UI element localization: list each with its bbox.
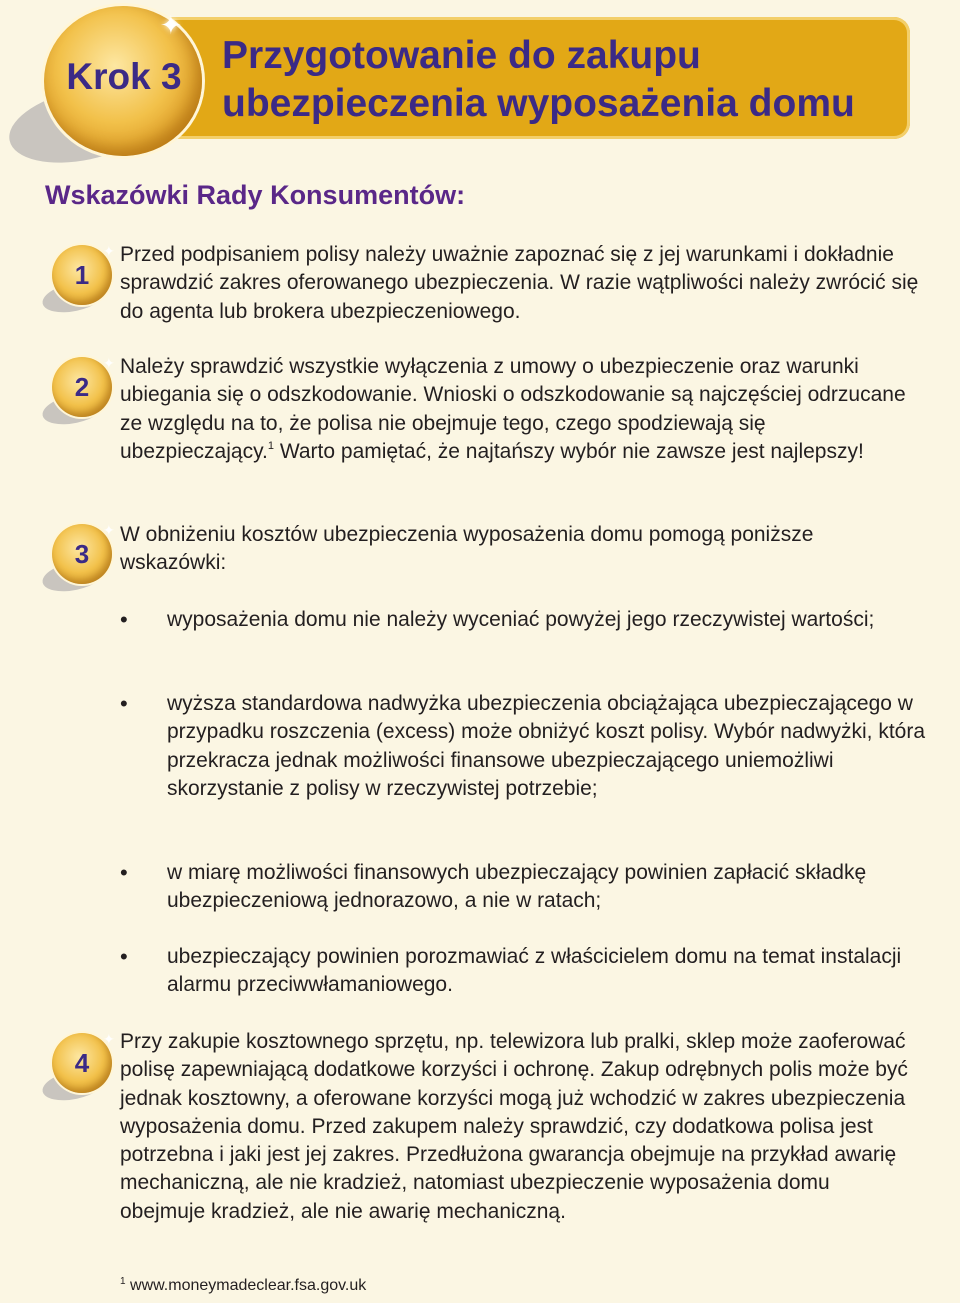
step-number-1: 1 [74,260,90,290]
step-number-2: 2 [74,372,90,402]
tip-list-item: wyposażenia domu nie należy wyceniać powyżej jego rzeczywistej wartości; [167,608,875,631]
step-1-text: Przed podpisaniem polisy należy uważnie zapoznać się z jej warunkami i dokładnie sprawdzić zakres oferowanego ubezpieczenia. W razie wątpliwości należy zwrócić się do agenta lub brokera ubezpieczeniowego. [120,243,919,323]
tip-list-item: wyższa standardowa nadwyżka ubezpieczenia obciążająca ubezpieczającego w przypadku roszczenia (excess) może obniżyć koszt polisy. Wybór nadwyżki, która przekracza jednak możliwości finansowe ubezpieczającego uniemożliwi skorzystanie z polisy w rzeczywistej potrzebie; [167,692,926,800]
page-title-line-2: ubezpieczenia wyposażenia domu [222,82,855,125]
footnote [120,1276,366,1295]
footnote-marker: 1 [120,1276,126,1287]
step-3-text: W obniżeniu kosztów ubezpieczenia wyposażenia domu pomogą poniższe wskazówki: [120,523,814,575]
bullet-icon: • [120,607,128,632]
tip-list-item: w miarę możliwości finansowych ubezpieczający powinien zapłacić składkę ubezpieczeniową jednorazowo, a nie w ratach; [167,861,867,913]
step-number-4: 4 [74,1048,90,1078]
step-2-text [120,353,920,466]
sparkle-icon: ✦ [103,355,115,371]
page-title-line-1: Przygotowanie do zakupu [222,34,701,77]
step-4-text: Przy zakupie kosztownego sprzętu, np. telewizora lub pralki, sklep może zaoferować polisę zapewniającą dodatkowe korzyści i ochronę. Zakup odrębnych polis może być jednak kosztowny, a oferowane korzyści mogą już wchodzić w zakres ubezpieczenia wyposażenia domu. Przed zakupem należy sprawdzić, czy dodatkowa polisa jest potrzebna i jaki jest jej zakres. Przedłużona gwarancja obejmuje na przykład awarię mechaniczną, ale nie kradzież, natomiast ubezpieczenie wyposażenia domu obejmuje kradzież, ale nie awarię mechaniczną. [120,1030,908,1223]
sparkle-icon: ✦ [103,243,115,259]
sparkle-icon: ✦ [103,522,115,538]
sparkle-icon: ✦ [160,10,182,40]
bullet-icon: • [120,944,128,969]
bullet-icon: • [120,691,128,716]
tip-list-item: ubezpieczający powinien porozmawiać z właścicielem domu na temat instalacji alarmu przeciwwłamaniowego. [167,945,902,997]
bullet-icon: • [120,860,128,885]
sparkle-icon: ✦ [103,1031,115,1047]
step-2-text-tail: Warto pamiętać, że najtańszy wybór nie zawsze jest najlepszy! [274,439,864,463]
page-title [222,32,912,128]
step-number-3: 3 [74,539,90,569]
footnote-reference[interactable]: 1 [267,439,274,452]
footnote-link[interactable]: www.moneymadeclear.fsa.gov.uk [130,1277,367,1294]
step-medal-label: Krok 3 [66,56,182,97]
step-2-text-main: Należy sprawdzić wszystkie wyłączenia z umowy o ubezpieczenie oraz warunki ubiegania się o odszkodowanie. Wnioski o odszkodowanie są najczęściej odrzucane ze względu na to, że polisa nie obejmuje tego, czego spodziewają się ubezpieczający. [120,355,906,463]
section-subtitle: Wskazówki Rady Konsumentów: [45,180,466,210]
